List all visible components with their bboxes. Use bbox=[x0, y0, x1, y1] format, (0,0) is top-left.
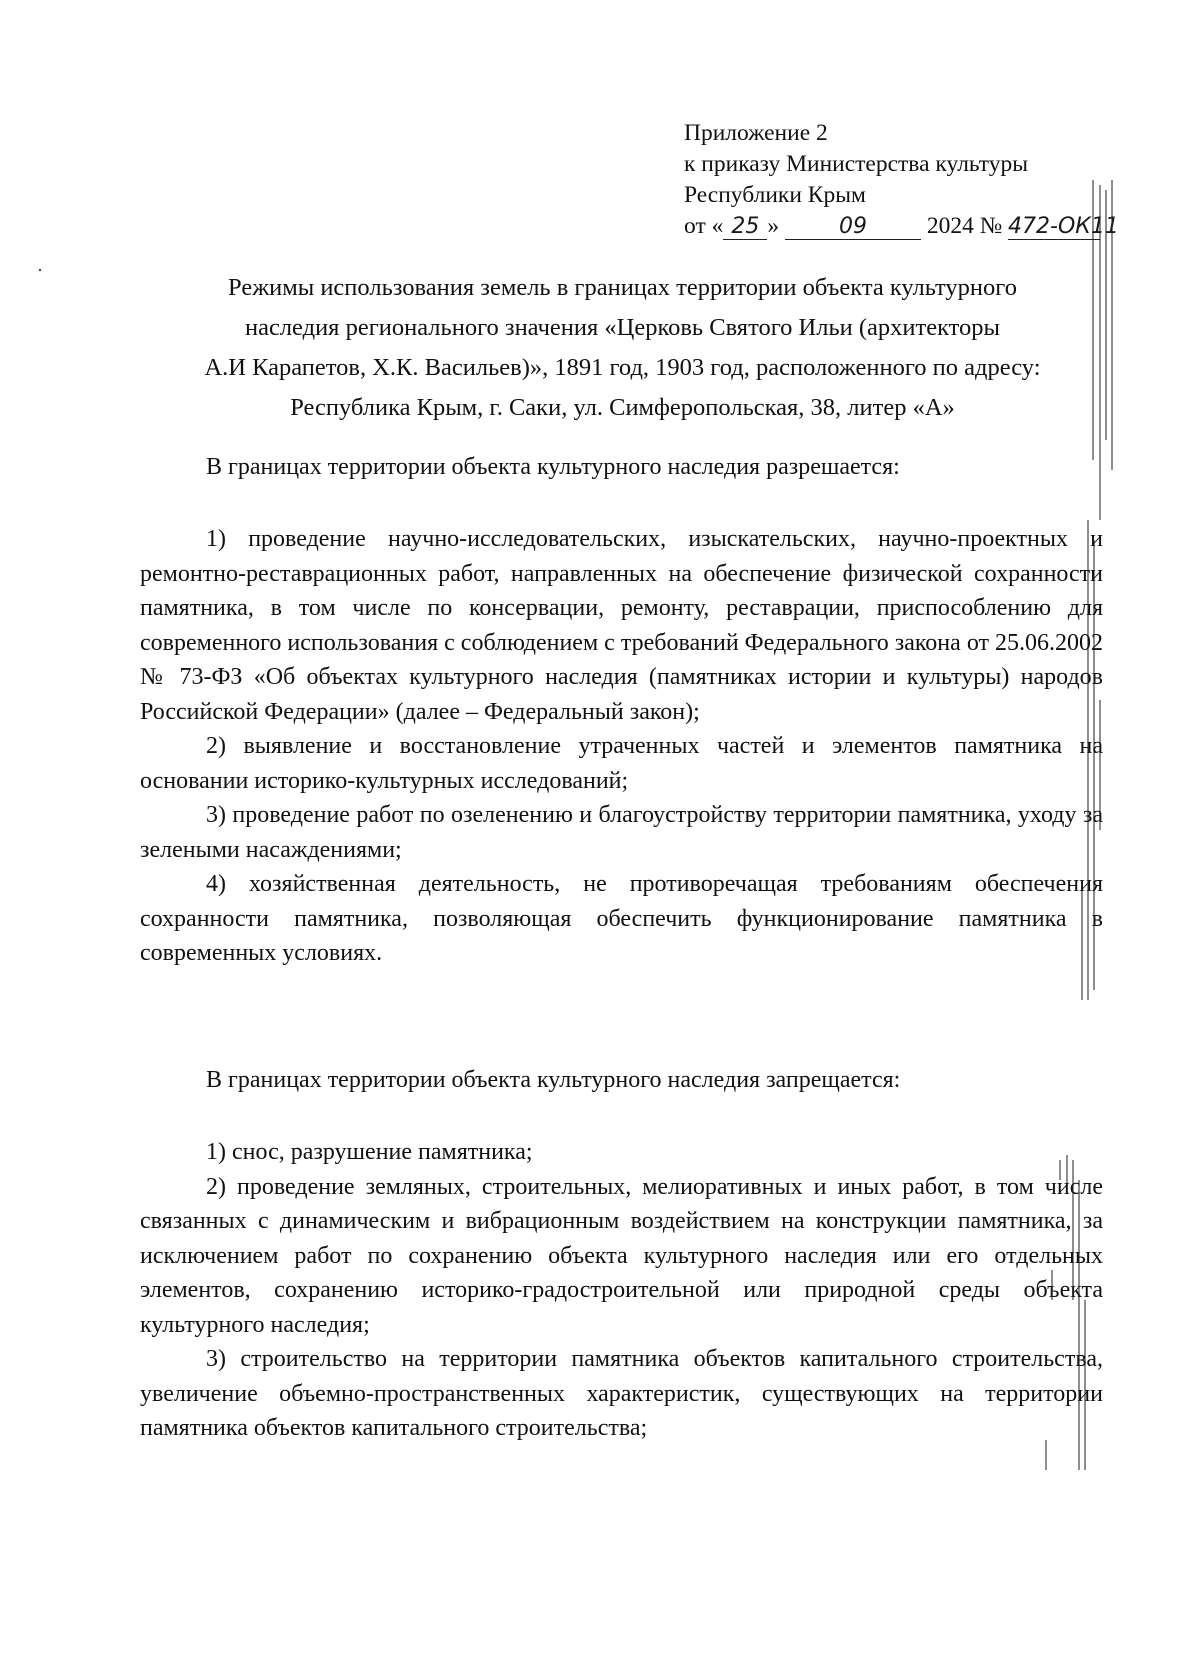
appendix-title: Приложение 2 bbox=[684, 120, 828, 146]
date-mid: » bbox=[767, 213, 780, 239]
allowed-item: 3) проведение работ по озеленению и благоустройству территории памятника, уходу за зелеными насаждениями; bbox=[140, 802, 1103, 863]
allowed-item: 4) хозяйственная деятельность, не противоречащая требованиям обеспечения сохранности памятника, позволяющая обеспечить функционирование памятника в современных условиях. bbox=[140, 871, 1103, 966]
allowed-item: 2) выявление и восстановление утраченных частей и элементов памятника на основании историко-культурных исследований; bbox=[140, 733, 1103, 794]
allowed-heading-block bbox=[140, 450, 1103, 485]
order-number: 472-ОК11 bbox=[1008, 214, 1119, 239]
appendix-order-ref: к приказу Министерства культуры bbox=[684, 151, 1028, 177]
allowed-item: 1) проведение научно-исследовательских, изыскательских, научно-проектных и ремонтно-реставрационных работ, направленных на обеспечение физической сохранности памятника, в том числе по консервации, ремонту, реставрации, приспособлению для современного использования с соблюдением с требований Федерального закона от 25.06.2002 № 73-ФЗ «Об объектах культурного наследия (памятниках истории и культуры) народов Российской Федерации» (далее – Федеральный закон); bbox=[140, 526, 1103, 725]
appendix-date-line bbox=[684, 211, 1124, 242]
forbidden-item: 1) снос, разрушение памятника; bbox=[206, 1139, 533, 1165]
date-day: 25 bbox=[723, 215, 767, 240]
title-line: А.И Карапетов, Х.К. Васильев)», 1891 год, 1903 год, расположенного по адресу: bbox=[204, 354, 1041, 381]
forbidden-item: 2) проведение земляных, строительных, мелиоративных и иных работ, в том числе связанных с динамическим и вибрационным воздействием на конструкции памятника, за исключением работ по сохранению объекта культурного наследия или его отдельных элементов, сохранению историко-градостроительной или природной среды объекта культурного наследия; bbox=[140, 1173, 1103, 1338]
date-prefix: от « bbox=[684, 213, 724, 239]
title-line: Режимы использования земель в границах территории объекта культурного bbox=[228, 274, 1017, 301]
appendix-republic: Республики Крым bbox=[684, 182, 866, 208]
forbidden-heading: В границах территории объекта культурного наследия запрещается: bbox=[206, 1067, 901, 1093]
allowed-heading: В границах территории объекта культурного наследия разрешается: bbox=[206, 454, 900, 480]
appendix-header bbox=[684, 118, 1124, 242]
document-title bbox=[140, 268, 1105, 428]
title-line: Республика Крым, г. Саки, ул. Симферопольская, 38, литер «А» bbox=[290, 394, 955, 421]
forbidden-item: 3) строительство на территории памятника объектов капитального строительства, увеличение объемно-пространственных характеристик, существующих на территории памятника объектов капитального строительства; bbox=[140, 1346, 1103, 1441]
date-month: 09 bbox=[785, 215, 921, 240]
forbidden-list bbox=[140, 1135, 1103, 1446]
title-line: наследия регионального значения «Церковь Святого Ильи (архитекторы bbox=[244, 314, 1001, 341]
date-year-label: 2024 № bbox=[926, 213, 1003, 239]
forbidden-heading-block bbox=[140, 1063, 1103, 1098]
allowed-list bbox=[140, 522, 1103, 971]
